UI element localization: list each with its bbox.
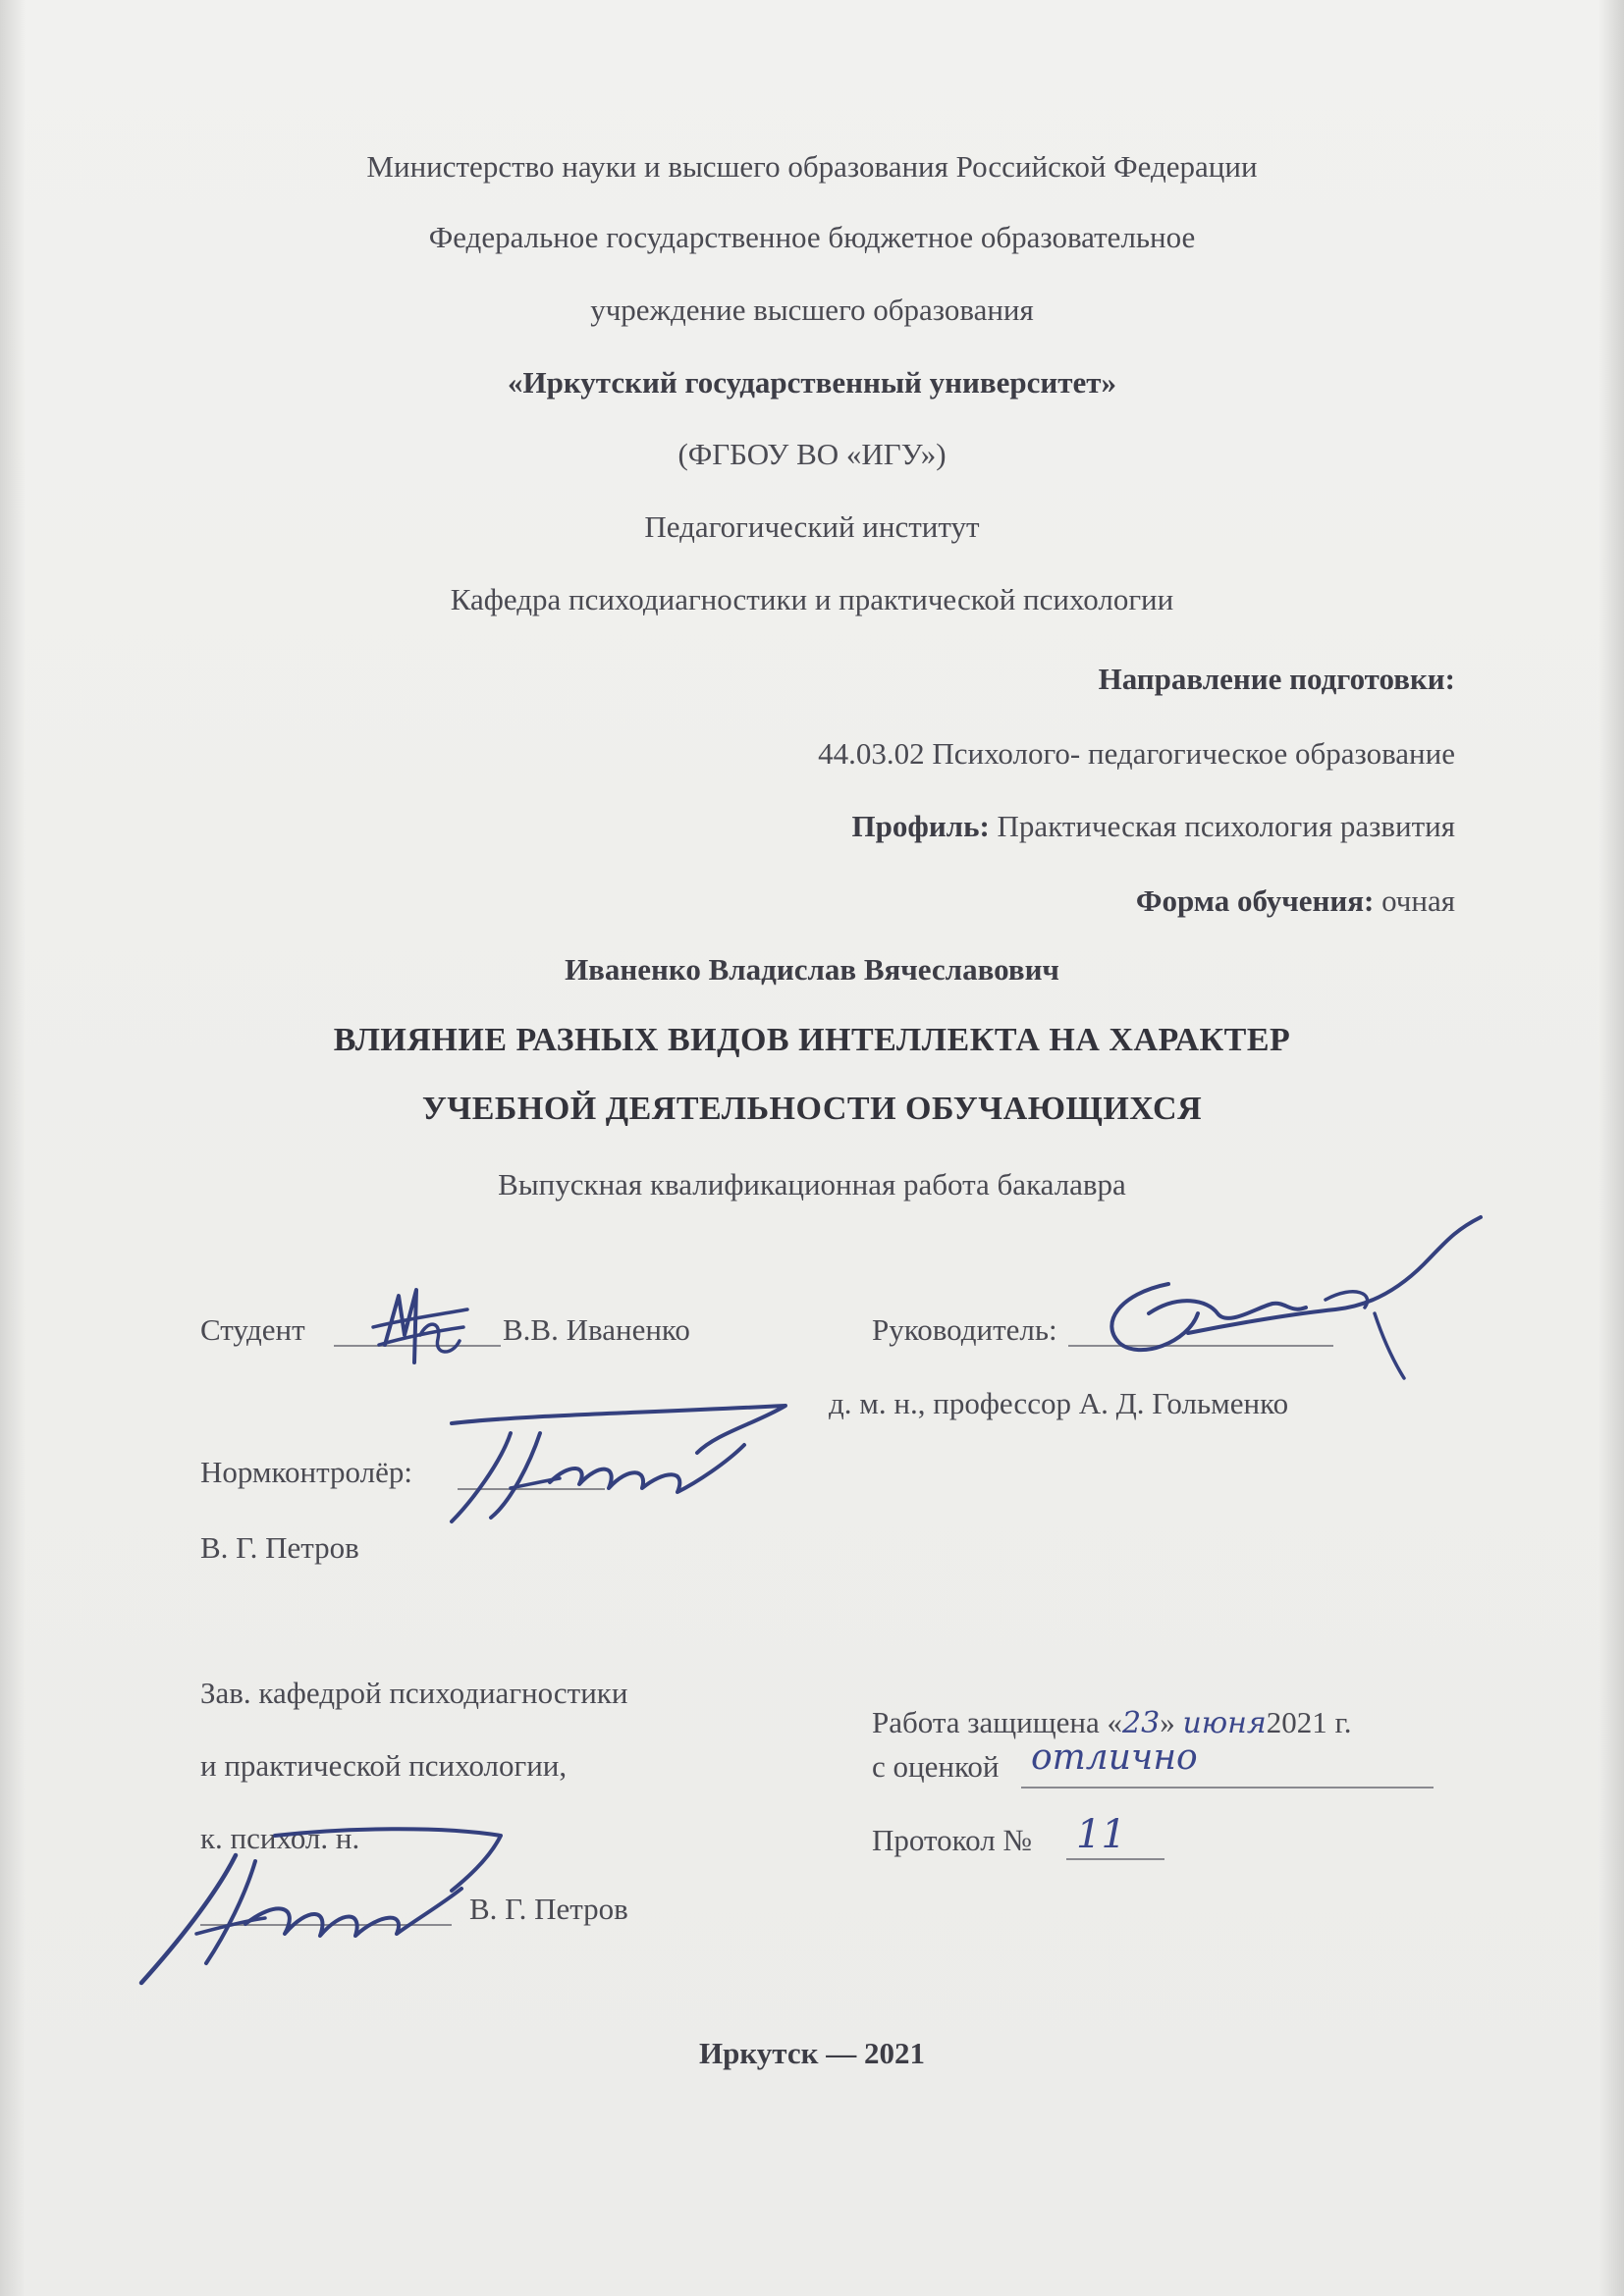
university-name: «Иркутский государственный университет» [508, 365, 1116, 400]
supervisor-signature [1080, 1205, 1492, 1392]
profile-value: Практическая психология развития [989, 809, 1455, 843]
supervisor-name: д. м. н., профессор А. Д. Гольменко [829, 1386, 1289, 1420]
thesis-title-line-1: ВЛИЯНИЕ РАЗНЫХ ВИДОВ ИНТЕЛЛЕКТА НА ХАРАКТЕР [333, 1022, 1291, 1058]
student-name: В.В. Иваненко [503, 1312, 690, 1347]
federal-line-2: учреждение высшего образования [590, 293, 1034, 327]
head-signature [128, 1816, 520, 1993]
direction-label: Направление подготовки: [1098, 662, 1455, 696]
thesis-title-line-2: УЧЕБНОЙ ДЕЯТЕЛЬНОСТИ ОБУЧАЮЩИХСЯ [421, 1091, 1203, 1127]
institute-name: Педагогический институт [644, 509, 980, 544]
grade-line [1021, 1787, 1434, 1789]
defense-mid: » [1160, 1705, 1183, 1739]
thesis-type: Выпускная квалификационная работа бакалавра [498, 1167, 1126, 1201]
direction-value: 44.03.02 Психолого- педагогическое образование [818, 736, 1455, 771]
head-title-line-2: и практической психологии, [200, 1748, 568, 1783]
grade-label: с оценкой [872, 1749, 1000, 1784]
normcontrol-name: В. Г. Петров [200, 1530, 359, 1565]
defense-day: 23 [1122, 1706, 1161, 1740]
head-name: В. Г. Петров [469, 1892, 628, 1926]
defense-month: июня [1182, 1706, 1267, 1740]
federal-line-1: Федеральное государственное бюджетное образовательное [428, 220, 1196, 254]
defense-year: 2021 г. [1266, 1705, 1352, 1739]
study-form-label: Форма обучения: [1135, 883, 1375, 918]
study-form-value: очная [1374, 883, 1455, 918]
city-year: Иркутск — 2021 [698, 2036, 925, 2070]
scan-edge-right [1598, 0, 1624, 2296]
normcontrol-signature [432, 1394, 795, 1531]
study-form-line [1136, 881, 1455, 921]
defense-prefix: Работа защищена « [872, 1705, 1122, 1739]
supervisor-label: Руководитель: [872, 1312, 1057, 1347]
protocol-label: Протокол № [872, 1823, 1032, 1857]
normcontrol-label: Нормконтролёр: [200, 1455, 412, 1489]
head-title-line-3: к. психол. н. [200, 1821, 360, 1855]
protocol-line [1066, 1858, 1164, 1860]
department-name: Кафедра психодиагностики и практической психологии [450, 582, 1174, 616]
profile-line [852, 807, 1455, 846]
grade-value: отлично [1031, 1737, 1198, 1778]
author-name: Иваненко Владислав Вячеславович [565, 952, 1059, 987]
profile-label: Профиль: [851, 809, 990, 843]
scan-edge-left [0, 0, 26, 2296]
student-signature [365, 1276, 473, 1374]
head-title-line-1: Зав. кафедрой психодиагностики [200, 1676, 628, 1710]
protocol-number: 11 [1076, 1812, 1126, 1857]
university-abbrev: (ФГБОУ ВО «ИГУ») [677, 437, 947, 471]
student-label: Студент [200, 1312, 305, 1347]
ministry-line: Министерство науки и высшего образования Российской Федерации [366, 149, 1258, 184]
